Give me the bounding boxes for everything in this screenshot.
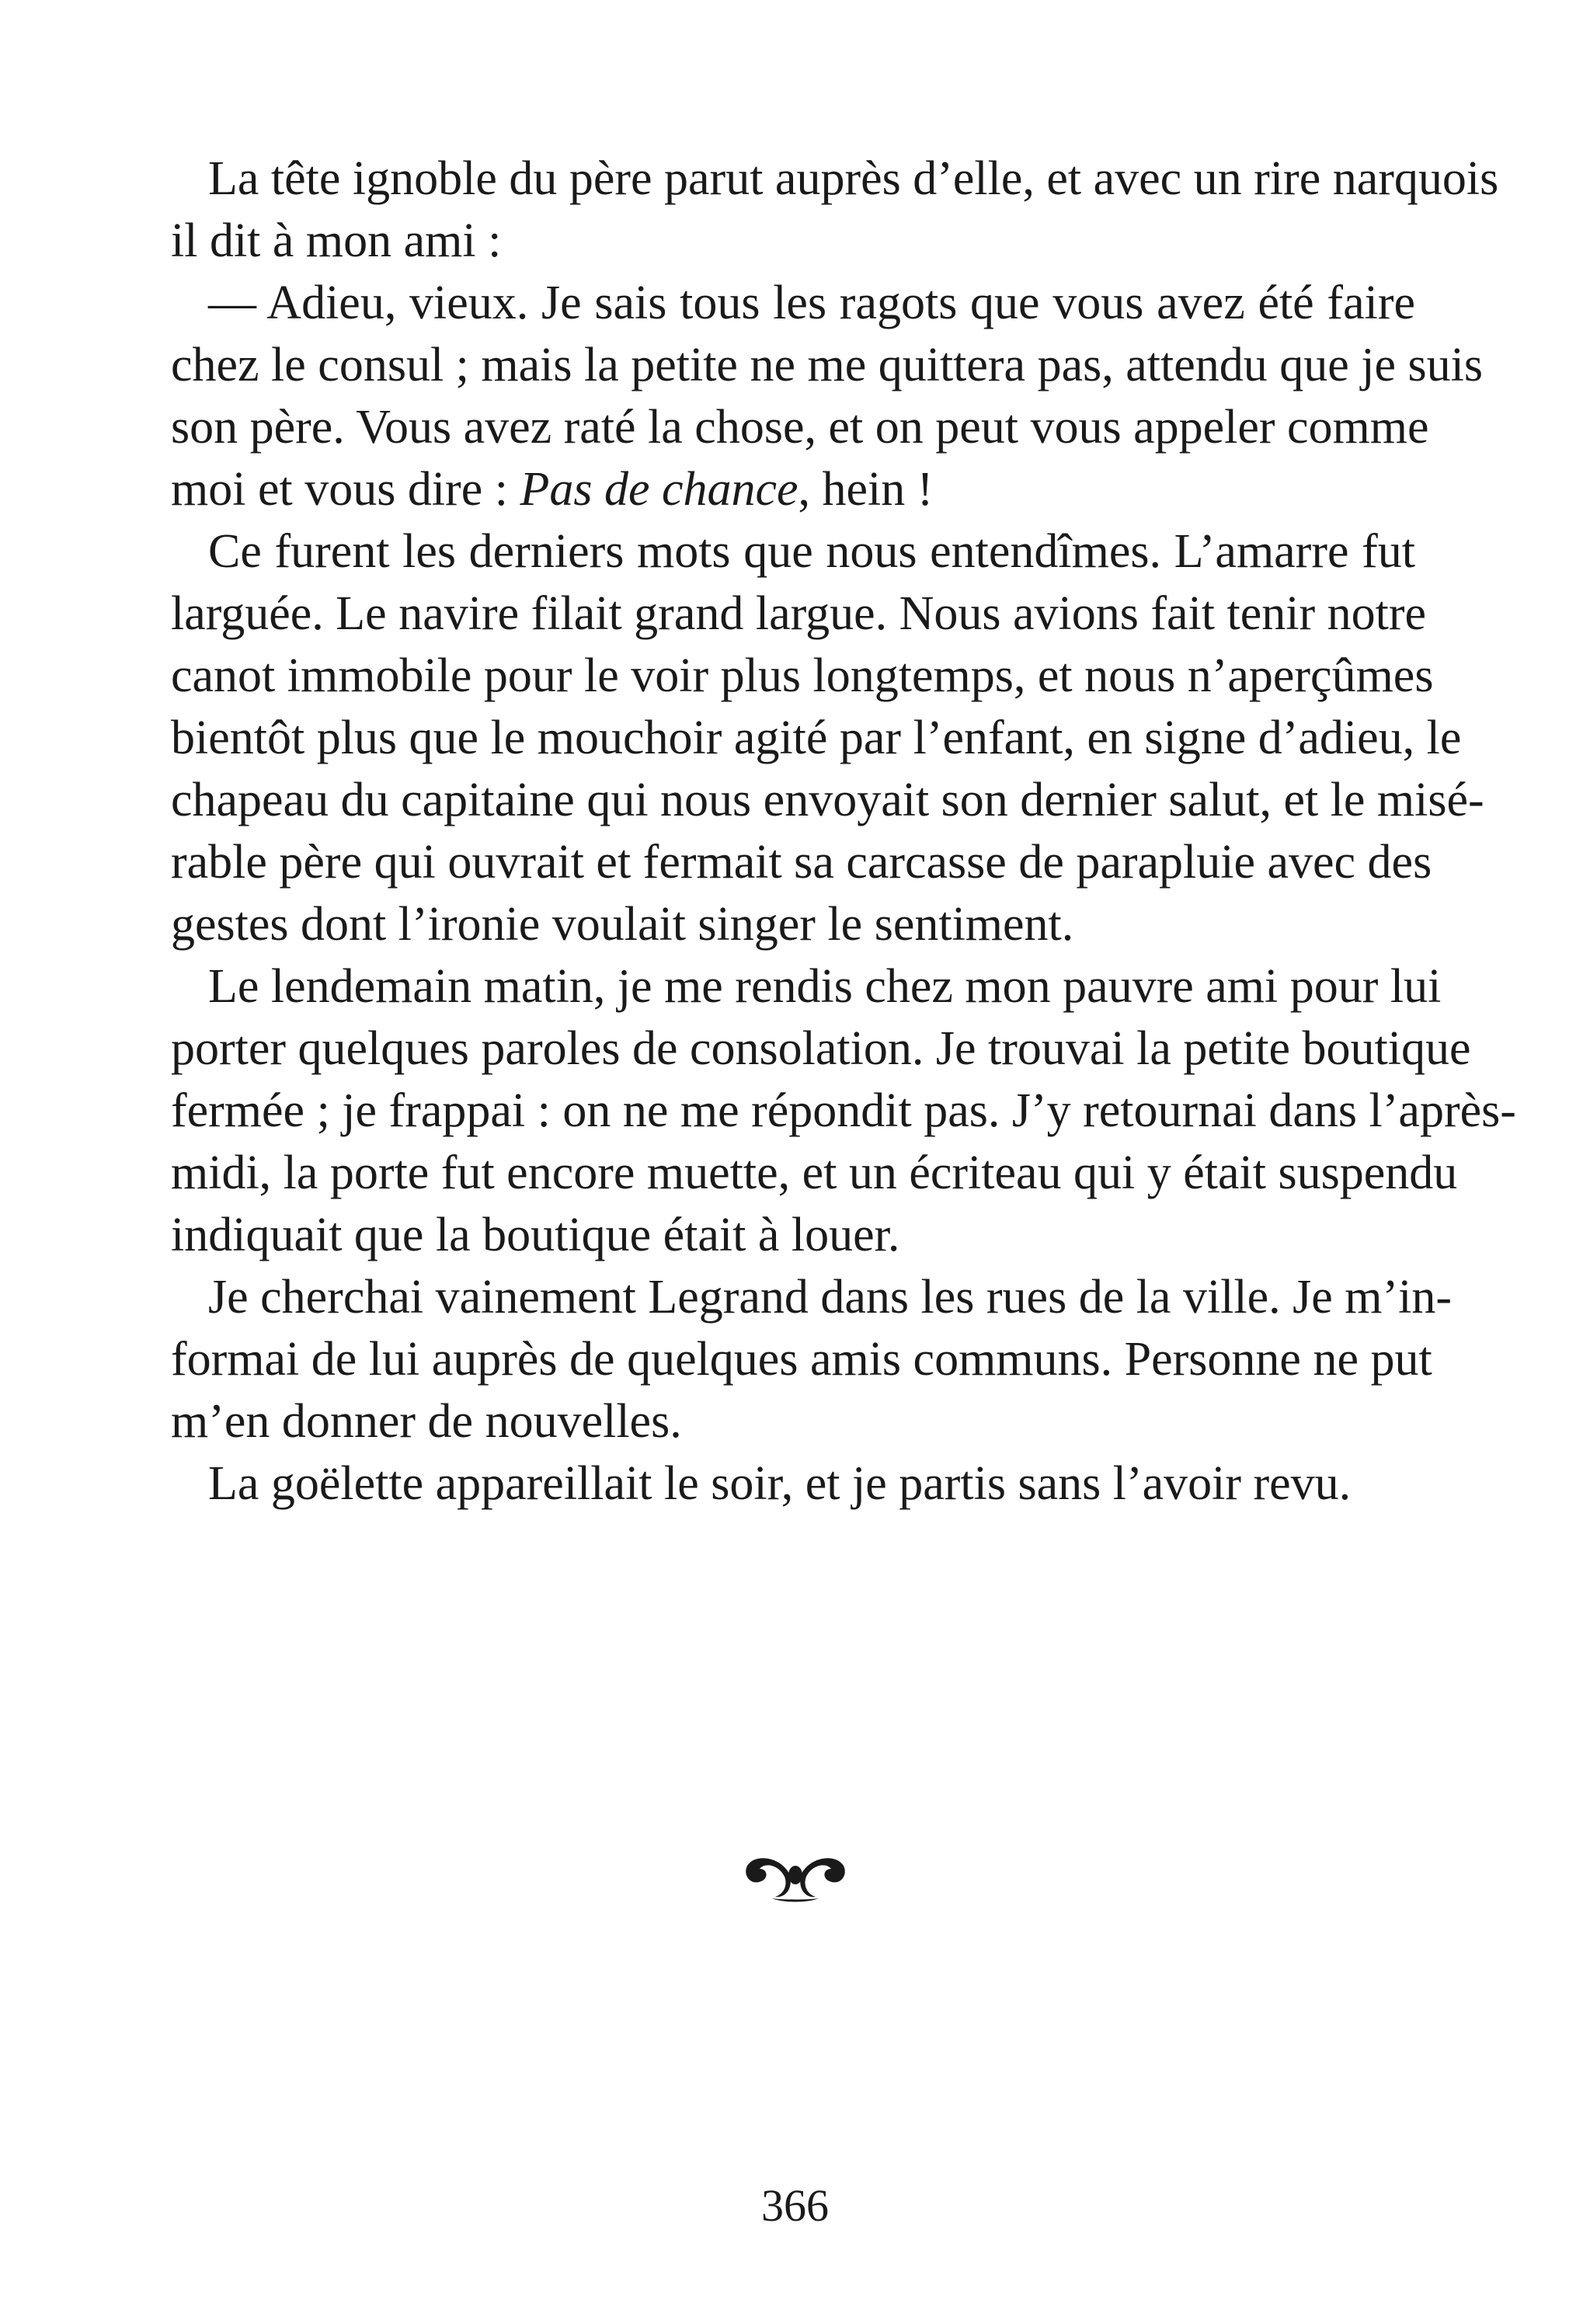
- text-line: chapeau du capitaine qui nous envoyait son dernier salut, et le misé-: [171, 774, 1484, 826]
- text-line: indiquait que la boutique était à louer.: [171, 1209, 900, 1261]
- fleuron-ornament-icon: [741, 1842, 850, 1905]
- text-line: gestes dont l’ironie voulait singer le sentiment.: [171, 898, 1074, 951]
- text-line: porter quelques paroles de consolation. Je trouvai la petite boutique: [171, 1022, 1471, 1075]
- main-text: [171, 148, 1516, 1515]
- text-segment: moi et vous dire :: [171, 463, 520, 516]
- text-line: formai de lui auprès de quelques amis communs. Personne ne put: [171, 1333, 1432, 1386]
- text-line: fermée ; je frappai : on ne me répondit pas. J’y retournai dans l’après-: [171, 1084, 1516, 1137]
- text-line: Ce furent les derniers mots que nous entendîmes. L’amarre fut: [208, 525, 1415, 578]
- text-line: bientôt plus que le mouchoir agité par l’enfant, en signe d’adieu, le: [171, 711, 1462, 764]
- text-line: son père. Vous avez raté la chose, et on peut vous appeler comme: [171, 401, 1429, 454]
- text-line: chez le consul ; mais la petite ne me quittera pas, attendu que je suis: [171, 339, 1483, 391]
- text-line: larguée. Le navire filait grand largue. Nous avions fait tenir notre: [171, 587, 1427, 640]
- text-line-mixed: [171, 458, 1415, 520]
- text-line: canot immobile pour le voir plus longtemps, et nous n’aperçûmes: [171, 649, 1434, 702]
- text-line: Je cherchai vainement Legrand dans les rues de la ville. Je m’in-: [208, 1271, 1453, 1324]
- text-line: il dit à mon ami :: [171, 214, 502, 267]
- text-line: m’en donner de nouvelles.: [171, 1395, 682, 1448]
- text-line: rable père qui ouvrait et fermait sa carcasse de parapluie avec des: [171, 836, 1432, 889]
- italic-phrase: Pas de chance: [520, 463, 798, 516]
- text-line: — Adieu, vieux. Je sais tous les ragots que vous avez été faire: [208, 277, 1415, 329]
- text-line: La tête ignoble du père parut auprès d’elle, et avec un rire narquois: [208, 152, 1499, 205]
- text-line: La goëlette appareillait le soir, et je partis sans l’avoir revu.: [208, 1457, 1352, 1510]
- text-line: midi, la porte fut encore muette, et un écriteau qui y était suspendu: [171, 1146, 1458, 1199]
- text-segment: , hein !: [798, 463, 934, 516]
- page-number: 366: [761, 2180, 829, 2231]
- text-line: Le lendemain matin, je me rendis chez mon pauvre ami pour lui: [208, 960, 1442, 1013]
